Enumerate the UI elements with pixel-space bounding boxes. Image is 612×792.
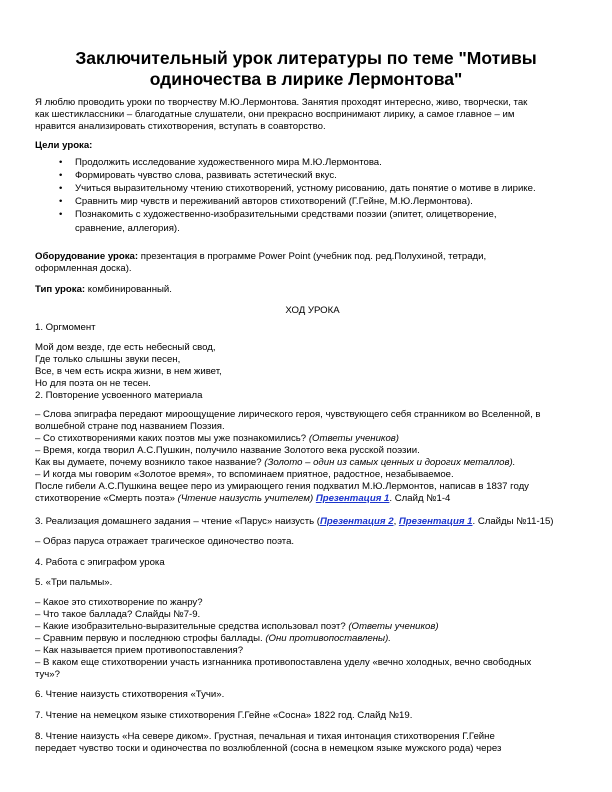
presentation-1-link[interactable]: Презентация 1 <box>398 516 473 527</box>
step2-line: – Слова эпиграфа передают мироощущение лирического героя, чувствующего себя странником во Вселенной, в <box>35 409 541 420</box>
equipment-line-2: оформленная доска). <box>35 263 132 274</box>
step5-question <box>35 621 590 633</box>
answer-note: (Ответы учеников) <box>348 621 439 632</box>
step-6: 6. Чтение наизусть стихотворения «Тучи». <box>35 689 225 700</box>
step2-question <box>35 433 590 445</box>
step-1: 1. Оргмомент <box>35 322 96 333</box>
answer-note: (Золото – один из самых ценных и дорогих металлов). <box>264 457 516 468</box>
poem-line: Мой дом везде, где есть небесный свод, <box>35 342 216 353</box>
equipment-text: презентация в программе Power Point (учебник под. ред.Полухиной, тетради, <box>138 251 487 262</box>
step-8-continuation: передает чувство тоски и одиночества по возлюбленной (сосна в немецком языке мужского рода) через <box>35 743 502 754</box>
goal-item-continuation: сравнение, аллегория). <box>75 223 180 234</box>
poem-line: Но для поэта он не тесен. <box>35 378 151 389</box>
title-line-1: Заключительный урок литературы по теме "Мотивы <box>75 48 537 68</box>
intro-line: Я люблю проводить уроки по творчеству М.Ю.Лермонтова. Занятия проходят интересно, живо, творчески, так <box>35 97 528 108</box>
title-line-2: одиночества в лирике Лермонтова" <box>149 69 463 89</box>
equipment-label: Оборудование урока: <box>35 251 139 262</box>
intro-line: нравится анализировать стихотворения, вступать в соавторство. <box>35 121 326 132</box>
course-heading: ХОД УРОКА <box>285 305 340 316</box>
goal-item: • Познакомить с художественно-изобразительными средствами поэзии (эпитет, олицетворение, <box>35 209 536 221</box>
step2-line <box>35 493 590 505</box>
step5-question <box>35 633 590 645</box>
goal-item: • Продолжить исследование художественного мира М.Ю.Лермонтова. <box>35 157 536 169</box>
document-title <box>20 48 592 90</box>
lesson-type-line <box>35 284 590 296</box>
reading-note: (Чтение наизусть учителем) <box>177 493 316 504</box>
equipment-line <box>35 251 590 263</box>
text-fragment: , <box>393 516 399 527</box>
step5-line: – Как называется прием противопоставления? <box>35 645 244 656</box>
goal-item: • Формировать чувство слова, развивать эстетический вкус. <box>35 170 536 182</box>
step2-line: – Время, когда творил А.С.Пушкин, получило название Золотого века русской поэзии. <box>35 445 420 456</box>
step3-line: – Образ паруса отражает трагическое одиночество поэта. <box>35 536 295 547</box>
goal-item: • Учиться выразительному чтению стихотворений, устному рисованию, дать понятие о мотиве в лирике. <box>35 183 536 195</box>
step5-line: – Какое это стихотворение по жанру? <box>35 597 203 608</box>
step-5: 5. «Три пальмы». <box>35 577 113 588</box>
text-fragment: стихотворение «Смерть поэта» <box>35 493 178 504</box>
intro-line: как шестиклассники – благодатные слушатели, они прекрасно воспринимают лирику, а самое главное – им <box>35 109 515 120</box>
step-3 <box>35 516 590 528</box>
step-8: 8. Чтение наизусть «На севере диком». Грустная, печальная и тихая интонация стихотворения Г.Гейне <box>35 731 495 742</box>
step5-line: туч»? <box>35 669 60 680</box>
step-2: 2. Повторение усвоенного материала <box>35 390 203 401</box>
step2-line: После гибели А.С.Пушкина вещее перо из умирающего гения подхватил М.Ю.Лермонтов, написав в 1837 году <box>35 481 529 492</box>
question-text: – Сравним первую и последнюю строфы баллады. <box>35 633 266 644</box>
question-text: – Какие изобразительно-выразительные средства использовал поэт? <box>35 621 349 632</box>
step2-question <box>35 457 590 469</box>
slide-ref: . Слайд №1-4 <box>389 493 451 504</box>
goal-item: • Сравнить мир чувств и переживаний авторов стихотворений (Г.Гейне, М.Ю.Лермонтова). <box>35 196 536 208</box>
step5-line: – В каком еще стихотворении участь изгнанника противопоставлена уделу «вечно холодных, вечно свободных <box>35 657 532 668</box>
answer-note: (Ответы учеников) <box>308 433 399 444</box>
presentation-2-link[interactable]: Презентация 2 <box>319 516 394 527</box>
text-fragment: 3. Реализация домашнего задания – чтение «Парус» наизусть ( <box>35 516 320 527</box>
step-7: 7. Чтение на немецком языке стихотворения Г.Гейне «Сосна» 1822 год. Слайд №19. <box>35 710 413 721</box>
step2-line: – И когда мы говорим «Золотое время», то вспоминаем приятное, радостное, незабываемое. <box>35 469 454 480</box>
question-text: – Со стихотворениями каких поэтов мы уже познакомились? <box>35 433 309 444</box>
lesson-type-label: Тип урока: <box>35 284 86 295</box>
step5-line: – Что такое баллада? Слайды №7-9. <box>35 609 201 620</box>
presentation-1-link[interactable]: Презентация 1 <box>315 493 390 504</box>
goals-list <box>35 157 536 222</box>
goals-heading: Цели урока: <box>35 140 93 151</box>
answer-note: (Они противопоставлены). <box>265 633 391 644</box>
step2-line: волшебной стране под названием Поэзия. <box>35 421 225 432</box>
question-text: Как вы думаете, почему возникло такое название? <box>35 457 265 468</box>
step-4: 4. Работа с эпиграфом урока <box>35 557 165 568</box>
slide-ref: . Слайды №11-15) <box>472 516 554 527</box>
poem-line: Все, в чем есть искра жизни, в нем живет, <box>35 366 222 377</box>
poem-line: Где только слышны звуки песен, <box>35 354 181 365</box>
lesson-type-text: комбинированный. <box>85 284 172 295</box>
